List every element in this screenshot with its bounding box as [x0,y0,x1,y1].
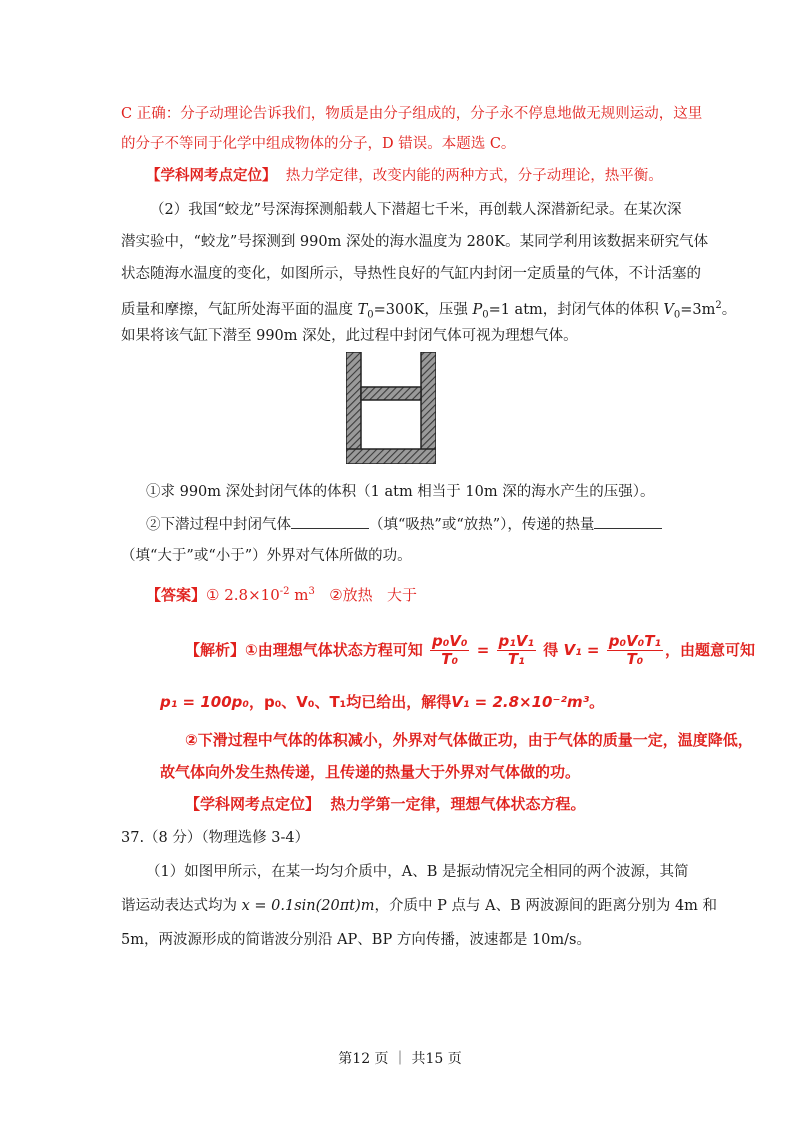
analysis-line-1: 【解析】①由理想气体状态方程可知 $\frac{\text{p₀V₀}}{\text{T₀}}$ = $\frac{\text{p₁V₁}}{\text{T₁}}$ 得 V₁ = $\frac{\text{p₀V₀T₁}}{\text{T₀}}$ ，由题意可知 [185,632,756,668]
answer-blank-1[interactable] [291,514,369,529]
q37-line-3: 5m，两波源形成的简谐波分别沿 AP、BP 方向传播，波速都是 10m/s。 [121,932,591,948]
q37-title: 37.（8 分）（物理选修 3-4） [121,830,310,846]
prev-kaodian [146,166,663,186]
fraction-p0v0-t0: $\frac{\text{p₀V₀}}{\text{T₀}}$ [431,632,468,668]
analysis-label: 【解析】 [185,641,246,659]
question-2: ②下潜过程中封闭气体 （填“吸热”或“放热”），传递的热量 [146,514,662,535]
answer-line: 【答案】① $2.8\times 10^{-2}$ $m^3$ ②放热 大于 [146,586,417,604]
answer-blank-2[interactable] [594,514,662,529]
gas-cylinder-figure [346,352,436,464]
analysis-kaodian [185,794,585,814]
analysis-line-4: 故气体向外发生热传递，且传递的热量大于外界对气体做的功。 [160,763,581,781]
cylinder-bottom [346,449,436,464]
analysis-line-2: p₁ = 100p₀，p₀、V₀、T₁均已给出，解得V₁ = 2.8×10⁻²m³。 [160,693,605,711]
prev-kaodian-label: 【学科网考点定位】 [146,167,277,184]
prev-answer-line-1: C 正确：分子动理论告诉我们，物质是由分子组成的，分子永不停息地做无规则运动，这里 [121,106,703,122]
cylinder-right-wall [421,352,436,464]
analysis-kaodian-text: 热力学第一定律，理想气体状态方程。 [330,795,586,813]
fraction-p1v1-t1: $\frac{\text{p₁V₁}}{\text{T₁}}$ [498,632,534,668]
problem2-line-1: （2）我国“蛟龙”号深海探测船载人下潜超七千米，再创载人深潜新纪录。在某次深 [150,202,682,218]
analysis-kaodian-label: 【学科网考点定位】 [185,795,321,813]
problem2-line-3: 状态随海水温度的变化，如图所示，导热性良好的气缸内封闭一定质量的气体，不计活塞的 [121,266,701,282]
question-1: ①求 990m 深处封闭气体的体积（1 atm 相当于 10m 深的海水产生的压强）。 [146,484,655,500]
fraction-p0v0t1-t0: $\frac{\text{p₀V₀T₁}}{\text{T₀}}$ [608,632,661,668]
harmonic-formula: x = 0.1sin(20πt)m [241,898,375,914]
problem2-line-2: 潜实验中，“蛟龙”号探测到 990m 深处的海水温度为 280K。某同学利用该数据来研究气体 [121,234,709,250]
analysis-line-3: ②下滑过程中气体的体积减小，外界对气体做正功，由于气体的质量一定，温度降低， [185,731,753,749]
question-3: （填“大于”或“小于”）外界对气体所做的功。 [121,548,412,564]
problem2-line-5: 如果将该气缸下潜至 990m 深处，此过程中封闭气体可视为理想气体。 [121,328,578,344]
piston [361,387,421,400]
prev-kaodian-text: 热力学定律，改变内能的两种方式，分子动理论，热平衡。 [285,168,663,184]
problem2-line-4: 质量和摩擦，气缸所处海平面的温度 $T_0=300K$，压强 $P_0=1$ atm，封闭气体的体积 $V_0=3m^2$。 [121,300,737,321]
cylinder-left-wall [346,352,361,464]
q37-line-2: 谐运动表达式均为 x = 0.1sin(20πt)m，介质中 P 点与 A、B 两波源间的距离分别为 4m 和 [121,898,718,914]
q37-line-1: （1）如图甲所示，在某一均匀介质中，A、B 是振动情况完全相同的两个波源，其简 [146,864,689,880]
page-footer: 第12 页 ｜ 共15 页 [338,1051,462,1067]
prev-answer-line-2: 的分子不等同于化学中组成物体的分子，D 错误。本题选 C。 [121,136,516,152]
answer-label: 【答案】 [146,586,207,604]
